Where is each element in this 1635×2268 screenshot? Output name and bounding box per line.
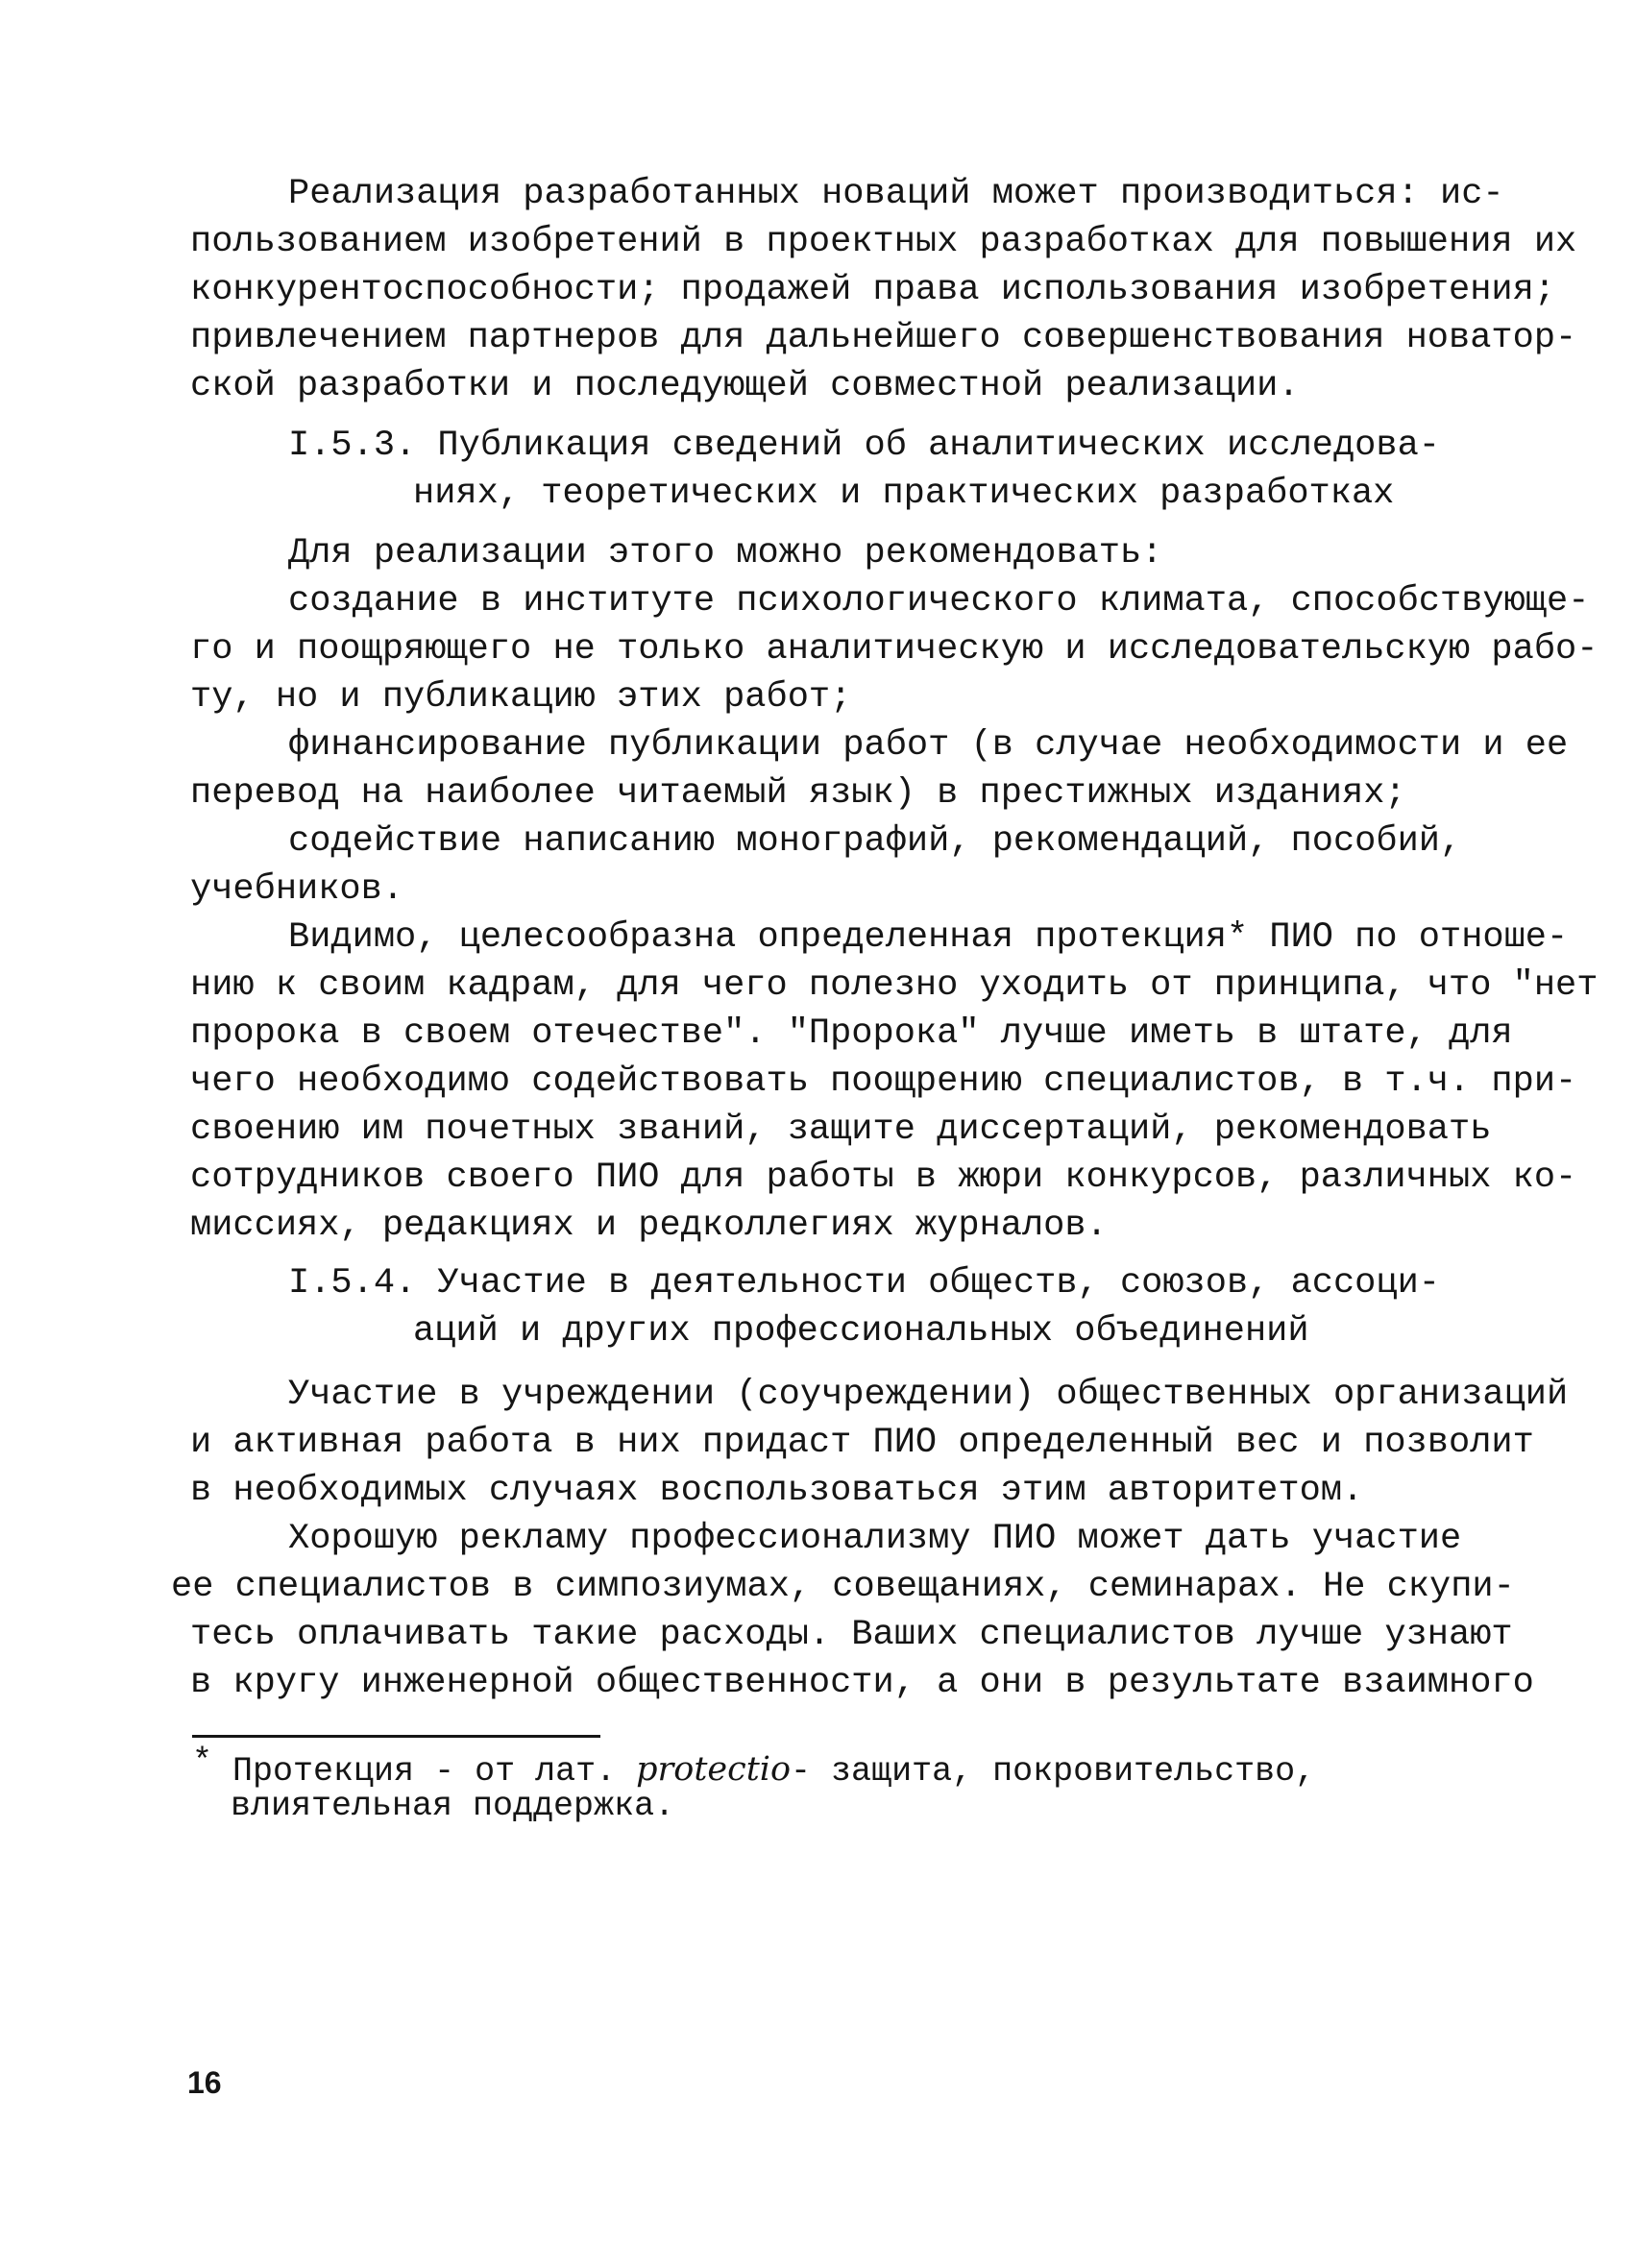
section-153-heading-line-2: ниях, теоретических и практических разработках <box>413 474 1395 514</box>
section-153-heading-line-1: I.5.3. Публикация сведений об аналитических исследова- <box>288 426 1440 466</box>
protection-paragraph-line-3: пророка в своем отечестве". "Пророка" лучше иметь в штате, для <box>190 1013 1513 1054</box>
section-154-paragraph-1-line-3: в необходимых случаях воспользоваться этим авторитетом. <box>190 1471 1364 1511</box>
footnote-separator <box>192 1735 600 1738</box>
paragraph-1-line-1: Реализация разработанных новаций может производиться: ис- <box>288 174 1504 214</box>
protection-paragraph-line-1: Видимо, целесообразна определенная протекция* ПИО по отноше- <box>288 917 1569 958</box>
section-153-item-2-line-1: финансирование публикации работ (в случае необходимости и ее <box>288 725 1569 766</box>
footnote-line-2: влиятельная поддержка. <box>231 1787 675 1825</box>
protection-paragraph-line-6: сотрудников своего ПИО для работы в жюри конкурсов, различных ко- <box>190 1158 1577 1198</box>
paragraph-1-line-2: пользованием изобретений в проектных разработках для повышения их <box>190 222 1577 262</box>
footnote-line-1 <box>192 1743 1316 1791</box>
paragraph-1-line-3: конкурентоспособности; продажей права использования изобретения; <box>190 270 1556 310</box>
section-154-paragraph-2-line-2: ее специалистов в симпозиумах, совещаниях, семинарах. Не скупи- <box>171 1567 1515 1607</box>
section-153-item-3-line-2: учебников. <box>190 869 404 910</box>
section-153-intro: Для реализации этого можно рекомендовать: <box>288 533 1163 573</box>
footnote-marker: * <box>192 1743 213 1781</box>
section-153-item-3-line-1: содействие написанию монографий, рекомендаций, пособий, <box>288 821 1462 862</box>
protection-paragraph-line-4: чего необходимо содействовать поощрению специалистов, в т.ч. при- <box>190 1061 1577 1102</box>
section-154-heading-line-2: аций и других профессиональных объединений <box>413 1311 1309 1352</box>
section-154-paragraph-1-line-1: Участие в учреждении (соучреждении) общественных организаций <box>288 1375 1569 1415</box>
section-154-paragraph-2-line-4: в кругу инженерной общественности, а они в результате взаимного <box>190 1663 1534 1703</box>
paragraph-1-line-5: ской разработки и последующей совместной реализации. <box>190 366 1300 406</box>
footnote-latin-word: protectio <box>636 1750 792 1789</box>
section-154-heading-line-1: I.5.4. Участие в деятельности обществ, союзов, ассоци- <box>288 1263 1440 1304</box>
protection-paragraph-line-2: нию к своим кадрам, для чего полезно уходить от принципа, что "нет <box>190 965 1598 1006</box>
page-number: 16 <box>187 2065 222 2100</box>
section-154-paragraph-2-line-1: Хорошую рекламу профессионализму ПИО может дать участие <box>288 1519 1462 1559</box>
section-154-paragraph-2-line-3: тесь оплачивать такие расходы. Ваших специалистов лучше узнают <box>190 1615 1513 1655</box>
footnote-prefix: Протекция - от лат. <box>232 1752 617 1791</box>
footnote-suffix: - защита, покровительство, <box>791 1752 1316 1791</box>
section-153-item-1-line-1: создание в институте психологического климата, способствующе- <box>288 581 1590 622</box>
protection-paragraph-line-7: миссиях, редакциях и редколлегиях журналов. <box>190 1206 1108 1246</box>
paragraph-1-line-4: привлечением партнеров для дальнейшего совершенствования новатор- <box>190 318 1577 358</box>
section-153-item-1-line-3: ту, но и публикацию этих работ; <box>190 677 852 718</box>
section-154-paragraph-1-line-2: и активная работа в них придаст ПИО определенный вес и позволит <box>190 1423 1534 1463</box>
protection-paragraph-line-5: своению им почетных званий, защите диссертаций, рекомендовать <box>190 1110 1492 1150</box>
section-153-item-2-line-2: перевод на наиболее читаемый язык) в престижных изданиях; <box>190 773 1406 814</box>
section-153-item-1-line-2: го и поощряющего не только аналитическую и исследовательскую рабо- <box>190 629 1598 670</box>
